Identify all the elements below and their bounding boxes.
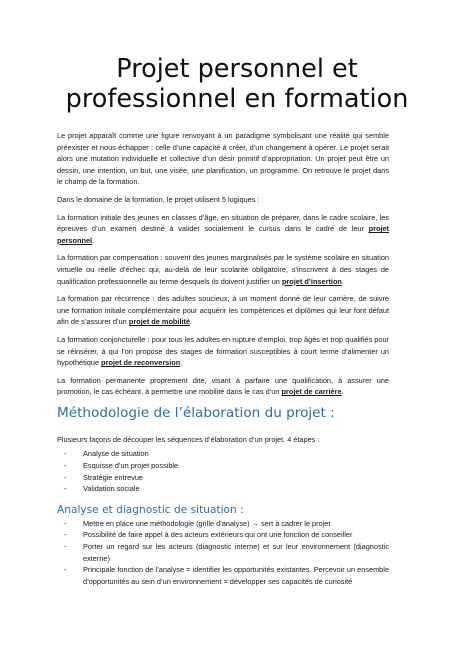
document-body <box>57 130 389 591</box>
logic-paragraph <box>57 375 389 398</box>
logic-text: La formation permanente proprement dite, visant à parfaire une qualification, à assurer une promotion, le cas échéant, à permettre une mobilité dans le cas d’un <box>57 375 389 397</box>
list-item: - Analyse de situation <box>57 448 389 460</box>
project-type-label: projet de reconversion <box>101 358 181 368</box>
steps-list <box>57 448 389 494</box>
page-title: Projet personnel et professionnel en formation <box>65 54 409 114</box>
section-heading-analysis: Analyse et diagnostic de situation : <box>57 503 244 516</box>
list-item: - Stratégie entrevue <box>57 472 389 484</box>
list-item: - Possibilité de faire appel à des acteurs extérieurs qui ont une fonction de conseiller <box>57 529 389 541</box>
logic-paragraph <box>57 334 389 369</box>
project-type-label: projet personnel <box>57 224 389 245</box>
logic-paragraph <box>57 252 389 287</box>
logic-end: . <box>190 317 193 327</box>
logic-end: . <box>180 358 183 368</box>
section-heading-methodology: Méthodologie de l’élaboration du projet : <box>57 404 335 421</box>
logics-intro: Dans le domaine de la formation, le projet utilisent 5 logiques : <box>57 194 260 204</box>
logic-text: La formation par récurrence : des adultes soucieux, à un moment donné de leur carrière, de suivre une formation initiale complémentaire pour acquérir les compétences et diplômes qui leur font défaut afin de s’assurer d’un <box>57 294 389 327</box>
logic-text: La formation conjoncturelle : pour tous les adultes en rupture d’emploi, trop âgés et trop qualifiés pour se réinsérer, à qui l’on propose des stages de formation susceptibles à court terme d’alimenter un hypothétique <box>57 334 389 368</box>
analysis-list <box>57 518 389 588</box>
logic-end: . <box>341 387 344 397</box>
logic-paragraph <box>57 212 389 247</box>
list-item: - Porter un regard sur les acteurs (diagnostic interne) et sur leur environnement (diagnostic externe) <box>57 541 389 564</box>
steps-intro: Plusieurs façons de découper les séquences d’élaboration d’un projet. 4 étapes : <box>57 434 320 444</box>
logic-paragraph <box>57 293 389 328</box>
logic-end: . <box>341 276 344 286</box>
list-item: - Mettre en place une méthodologie (grille d’analyse) → sert à cadrer le projet <box>57 518 389 530</box>
intro-paragraph: Le projet apparaît comme une figure renvoyant à un paradigme symbolisant une réalité qui semble préexister et nous échapper : celle d’une capacité à créer, d’un changement à opérer. Le projet serait alors une mutation individuelle et collective d’un désir primitif d’appropriation. Un projet peut être un dessin, une intention, un but, une visée, une planification, un programme. On retrouve le projet dans le champ de la formation. <box>57 131 389 187</box>
project-type-label: projet de mobilité <box>128 317 191 327</box>
project-type-label: projet d’insertion <box>281 276 342 286</box>
list-item: - Principale fonction de l’analyse = identifier les opportunités existantes. Percevoir un ensemble d’opportunités au sein d’un environnement = développer ses capacités de curiosité <box>57 564 389 587</box>
project-type-label: projet de carrière <box>281 387 342 397</box>
logic-end: . <box>92 235 95 245</box>
logic-text: La formation initiale des jeunes en classes d’âge, en situation de préparer, dans le cadre scolaire, les épreuves d’un examen destiné à valider socialement le cursus dans le cadre de leur <box>57 212 389 234</box>
list-item: - Esquisse d’un projet possible <box>57 460 389 472</box>
list-item: - Validation sociale <box>57 483 389 495</box>
logic-text: La formation par compensation : souvent des jeunes marginalisés par le système scolaire en situation virtuelle ou réelle d’échec qui, au-delà de leur scolarité obligatoire, s’inscrivent à des stages de qualification professionnelle au terme desquels ils doivent justifier un <box>57 253 389 286</box>
